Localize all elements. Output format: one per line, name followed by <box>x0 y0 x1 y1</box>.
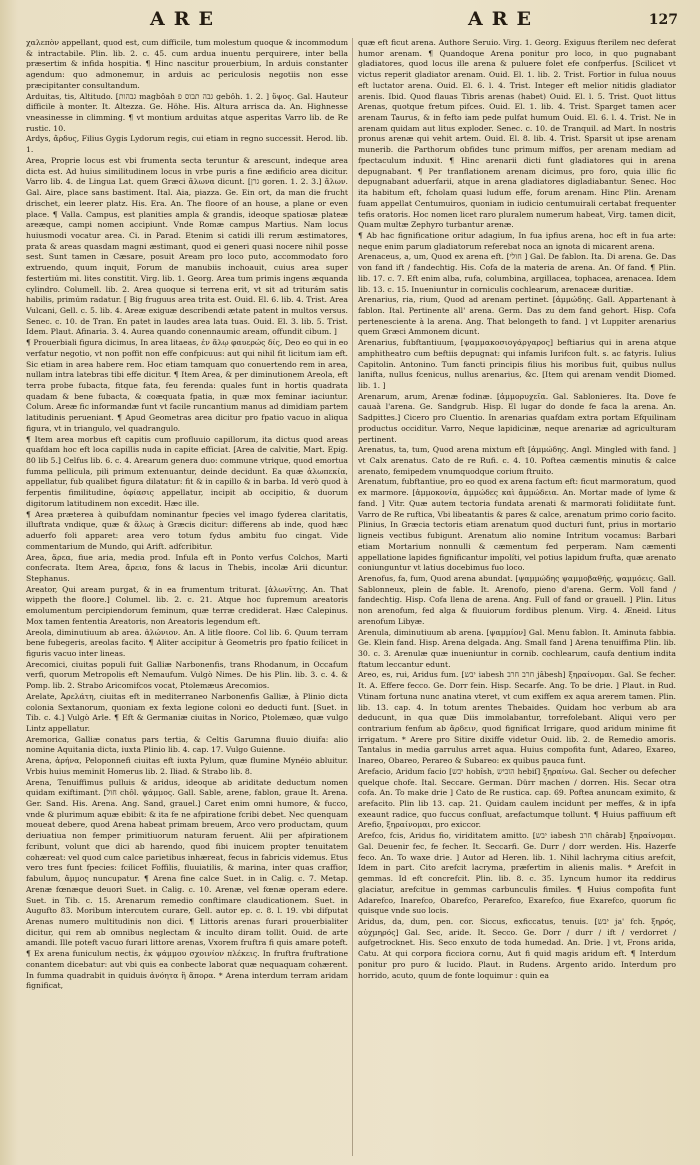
entry-arenarius-noun: Arenarius, fubftantiuum, [ψαμμακοσιογάργαρος] beftiarius qui in arena atque amphitheatro cum beftiis depugnat: qui infamis Iurifcon fult. s. ac fatyris. Iulius Capitolin. Antonino. Tum fancti principis filius his moribus fuit, quibus nullus lanifta, nullus fcenicus, nullus arenarius, &c. [Item qui arenam vendit Diomed. lib. 1. ] <box>358 338 676 390</box>
entry-areo: Areo, es, rui, Aridus fum. [יבש iabesh חרב חרב jâbesh] ξηραίνομαι. Gal. Se fecher. It. A. Effere fecco. Ge. Dorr fein. Hisp. Secarfe. Ang. To be drie. ] Plaut. in Rud. Vtinam fortuna nunc anatina vteret, vt cum exiffem ex aqua arerem tamen. Plin. lib. 13. cap. 4. In totum arentes Thebaides. Quidam hoc verbum ab ara deducunt, in qua quæ Diis immolabantur, torrefolebant. Aliqui vero per contrarium fenfum ab ἄρδειν, quod fignificat Irrigare, quod aridum minime fit irrigatum. * Arere pro Sitire dixiffe videtur Ouid. lib. 2. de Remedio amoris. Tantalus in media garrulus arret aqua. Huius compofita funt, Adareo, Exareo, Inareo, Obareo, Perareo & Subareo: ex quibus pauca funt. <box>358 670 676 766</box>
entry-arduitas: Arduitas, tis, Altitudo. [גבהות magbôah גבה תבוס פ gebôh. 1. 2. ] ὕψος. Gal. Hauteur difficile à monter. It. Altezza. Ge. Höhe. His. Altura arrisca da. An. Highnesse vneasinesse in climming. ¶ vt montium arduitas atque asperitas Varro lib. de Re rustic. 10. <box>26 91 348 133</box>
entry-paragraph: ¶ Item area morbus eft capitis cum profluuio capillorum, ita dictus quod areas quafdam hoc eft loca capillis nuda in capite efficiat. [Area de calvitie, Mart. Epig. 80 lib 5.] Celfus lib. 6. c. 4. Arearum genera duo: commune vtrique, quod emortua fumma pellicula, pili primum extenuantur, deinde decidunt. Ea quæ ἀλωπεκία, appellatur, fub qualibet figura dilatatur: fit & in capillo & in barba. Id verò quod à ferpentis fimilitudine, ὀφίασις appellatur, incipit ab occipitio, & duorum digitorum latitudinem non excedit. Hæc ille. <box>26 434 348 508</box>
left-column <box>26 38 348 1158</box>
entry-arenaceus: Arenaceus, a, um, Quod ex arena eft. [חולי ] Gal. De fablon. Ita. Di arena. Ge. Das von fand ift / fandechtig. His. Cofa de la materia de arena. An. Of fand. ¶ Plin. lib. 17. c. 7. Eft enim alba, rufa, columbina, argillacea, tophacea, arenacea. Idem lib. 13. c. 15. Inueniuntur in corniculis cochlearum, arenaceæ duritiæ. <box>358 252 676 294</box>
entry-arena-city: Arena, ἀρήνα, Peloponnefi ciuitas eft iuxta Pylum, quæ flumine Mynéio abluitur. Vrbis huius meminit Homerus lib. 2. Iliad. & Strabo lib. 8. <box>26 756 348 776</box>
entry-area: Area, Proprie locus est vbi frumenta secta teruntur & arescunt, indeque area dicta est. Ad huius similitudinem locus in vrbe puris a fine ædificio area dicitur. Varro lib. 4. de Lingua Lat. quem Græci ἅλωνα dicunt. [גרן goren. 1. 2. 3.] ἅλων. Gal. Aire, place sans bastiment. Ital. Aia, piazza. Ge. Ein ort, da man die frucht drischet, ein leerer platz. His. Era. An. The floore of an house, a plane or even place. ¶ Valla. Campus, est planities ampla & grandis, ideoque spatiosæ plateæ areæque, campi nomen accipiunt. Vnde Romæ campus Martius. Nam locus huiusmodi vocatur area. Ci. in Parad. Etenim si catidi illi rerum æstimatores, prata & areas quasdam magni æstimant, quod ei generi quasi nocere nihil posse sest. Sunt tamen in Cæsare, posuit Aream pro loco puto, accommodato foro extruendo, quum inquit, Forum de manubiis inchoauit, cuius area super festertiúm mi. lites constitit. Virg. lib. 1. Georg. Area tum primis ingens æquanda cylindro. Columell. lib. 2. Area quoque si terrena erit, vt sit ad triturám satis habilis, primúm radatur. [ Big fruguus area trita est. Ouid. El. 6. lib. 4. Trist. Area Vulcani, Gell. c. 5. lib. 4. Areæ exiguæ describendi ætate patent in multos versus. Senec. c. 10. de Tran. En patet in laudes area lata tuas. Ouid. El. 3. lib. 5. Trist. Idem. Plaut. Afinaria. 3. 4. Aurea quando conennaumic aream, offundit cibum. ] <box>26 155 348 337</box>
column-divider <box>352 38 353 1156</box>
entry-arenatus: Arenatus, ta, tum, Quod arena mixtum eft [ἀμμώδης. Angl. Mingled with fand. ] vt Calx arenatus. Cato de re Rufi. c. 4. 10. Poftea cæmentis minutis & calce arenato, femipedem vnumquodque corium ftruito. <box>358 445 676 476</box>
entry-areola: Areola, diminutiuum ab area. ἁλώνιον. An. A litle floore. Col lib. 6. Quum terram bene fubegeris, areolas facito. ¶ Aliter accipitur à Geometris pro fpatio fcilicet in figuris vacuo inter lineas. <box>26 627 348 658</box>
entry-aremorica: Aremorica, Galliæ conatus pars tertia, & Celtis Garumna fluuio diuifa: alio nomine Aquitania dicta, iuxta Plinio lib. 4. cap. 17. Vulgo Guienne. <box>26 734 348 755</box>
entry-ardys: Ardys, ἄρδυς, Filius Gygis Lydorum regis, cui etiam in regno successit. Herod. lib. 1. <box>26 134 348 155</box>
entry-aresco: Arefco, fcis, Aridus fio, viriditatem amitto. [יבש iabesh חרב chârab] ξηραίνομαι. Gal. Deuenir fec, fe fecher. It. Seccarfi. Ge. Durr / dorr werden. His. Hazerfe feco. An. To waxe drie. ] Autor ad Heren. lib. 1. Nihil lachryma citius arefcit, Idem in part. Cito arefcit lacryma, præfertim in alienis malis. * Arefcit in gemmas. Id eft concrefcit. Plin. lib. 8. c. 35. Lyncum humor ita reddirus glaciatur, arefcitue in gemmas carbunculis fimiles. ¶ Huius compofita funt Adarefco, Inarefco, Obarefco, Perarefco, Exarefco, fiue Exarefco, quorum fic quisque vnde suo locis. <box>358 831 676 916</box>
running-header <box>0 8 700 38</box>
entry-paragraph: ¶ Ab hac fignificatione oritur adagium, In fua ipfius arena, hoc eft in fua arte: neque enim parum gladiatorum referebat noca an ignota di micarent arena. <box>358 230 676 251</box>
right-column <box>358 38 676 1158</box>
entry-area-island: Area, ἄρεα, fiue aria, media prod. Infula eft in Ponto verfus Colchos, Marti confecrata. Item Area, ἄρεια, fons & lacus in Thebis, incolæ Arii dicuntur. Stephanus. <box>26 552 348 583</box>
running-head-right: ARE <box>468 8 541 30</box>
entry-paragraph: ¶ Prouerbiali figura dicimus, In area litaeas, ἐν ἅλῳ φαυερώς δίς, Deo eo qui in eo verfatur negotio, vt non poffit non effe confpicuus: aut qui nihil fit licitum iam eft. Sic etiam in area habere rem. Hoc etiam tamquam quo conuertendo rem in area, nullam intra latebras tibi effe dicitur. ¶ Item Area, & per diminutionem Areola, eft terra probe fubacta, fitque fata, feu ferenda: quales funt in hortis quadrata quadam & bene fubacta, & coæquata fpatia, in quæ mox feminar iaciuntur. Colum. Areæ fic informandæ funt vt facile runcantium manus ad dimidiam partem latitudinis perueniant. ¶ Apud Geometras area dicitur pro fpatio vacuo in aliqua figura, vt in triangulo, vel quadrangulo. <box>26 338 348 433</box>
entry-arefacio: Arefacio, Aridum facio [יבש hobîsh, הוביש hebiſ] ξηραίνω. Gal. Secher ou defecher quelque chofe. Ital. Seccare. German. Dürr machen / dorren. His. Secar otra cofa. An. To make drie ] Cato de Re rustica. cap. 69. Poftea anuncam eximito, & arefacito. Plin lib 13. cap. 21. Quidam caulem incidunt per meffes, & in ipfa exeaunt radice, quo fuccus confluat, arefactumque tollunt. ¶ Huius paffiuum eft Arefio, ξηραίνομαι, pro exiccor. <box>358 766 676 830</box>
running-head-left: ARE <box>150 8 223 30</box>
entry-arena: Arena, Tenuiffimus pulluis & aridus, ideoque ab ariditate deductum nomen quidam exiftimant. [חול chôl. ψάμμος. Gall. Sable, arene, fablon, graue It. Arena. Ger. Sand. His. Arena. Ang. Sand, grauel.] Caret enim omni humore, & fucco, vnde & plurimum aquæ ebibit: & ita fe ne afpiratione fcribi debet. Nec quenquam moueat debere, quod Arena habeat primam breuem, Arco vero productam, quum deriuatiua non femper primitiuorum naturam feruent. Alii per afpirationem fcribunt, volunt que dici ab harendo, quod fibi inuicem propter tenuitatem cohæreat: vel quod cum calce parietibus inhæreat, fecus in fabricis videmus. Etus vero tres funt fpecies: fcilicet Foffilis, fluuiatilis, & marina, inter quas craffior, fabulum, ἄμμος nuncupatur. ¶ Arena fine calce Suet. in in Calig. c. 7. Metap. Arenæ fœnæque deuori Suet. in Calig. c. 10. Arenæ, vel fœnæ operam edere. Suet. in Tib. c. 15. Arenarum remedio conftimare claudicationem. Suet. in Augufto 83. Moribum intercutem curare, Gell. autor ep. c. 8. l. 19. vbi difputat Arenas numero multitudinis non dici. ¶ Littoris arenas furari prouerbialiter dicitur, qui rem ab omnibus neglectam & inculto diram tollit. Ouid. de arte amandi. Ille poteft vacuo furari littore arenas, Vxorem fruftra fi quis amare poteft. ¶ Ex arena funiculum nectis, ἐκ ψάμμου σχοινίον πλέκεις. In fruftra fruftratione conantem dicebatur: aut vbi quis ea conbecte laborat quæ nequaquam cohærent. In fumma quadrabit in quiduis ἀνόητα ἢ ἄπορα. * Arena interdum terram aridam fignificat, <box>26 777 348 991</box>
entry-arenarum: Arenarum, arum, Arenæ fodinæ. [ἀμμορυχεῖα. Gal. Sablonieres. Ita. Dove fe cauaà l'arena. Ge. Sandgrub. Hisp. El lugar do donde fe faca la arena. An. Sadpittes.] Cicero pro Cluentio. In arenarias quafdam extra portam Efquilinam productus occiditur. Varro, Neque lapidicinæ, neque arenariæ ad agriculturam pertinent. <box>358 391 676 444</box>
entry-arenosus: Arenofus, fa, fum, Quod arena abundat. [ψαμμώδης ψαμμοβαθής, ψαμμόεις. Gall. Sablonneux, plein de fable. It. Arenofo, pieno d'arena. Germ. Voll fand / fandechtig. Hisp. Cofa llena de arena. Ang. Full of fand or grauell. ] Plin. Litus non arenofum, fed alga & fluuiorum fordibus plenum. Virg. 4. Æneid. Litus arenofum Libyæ. <box>358 573 676 626</box>
entry-arenarius: Arenarius, ria, rium, Quod ad arenam pertinet. [ἀμμώδης. Gall. Appartenant à fablon. Ital. Pertinente all' arena. Germ. Das zu dem fand gehort. Hisp. Cofa pertenesciente à la arena. Ang. That belongeth to fand. ] vt Luppiter arenarius quem Græci Ammonem dicunt. <box>358 295 676 337</box>
page-number: 127 <box>648 12 678 28</box>
entry-paragraph: ¶ Area præterea à quibufdam nominantur fpecies vel imago fyderea claritatis, illuftrata vndique, quæ & ἅλως à Græcis dicitur: differens ab inde, quod hæc aduerfo foli apparet: area vero totum fydus ambitu fuo cingat. Vide commentarium de Mundo, qui Arift. adfcribitur. <box>26 509 348 551</box>
entry-arenatum: Arenatum, fubftantiue, pro eo quod ex arena factum eft: ficut marmoratum, quod ex marmore. [ἀμμοκονία, ἀμμώδες καὶ ἄμμώδεια. An. Mortar made of lyme & fand. ] Vitr. Quæ autem tectoria fundata arenati & marmorati folidiitate funt. Varro de Re ruftica, Vbi libeatantis & pares & calce, arenatum primo corio facito. Plinius, In Græcia tectoris etiam arenatum quod ducturi funt, prius in mortario ligneis vectibus fubigunt. Arenatum alio nomine Intritum vocamus: Barbari etiam Mortarium nonnulli & cæmentum fed perperam. Nam cæmenti appellatione lapides fignificantur impolíti, vel potius lapidum frufta, quæ arenato coniunguntur vt latius docebimus fuo loco. <box>358 477 676 573</box>
entry-paragraph: χαλεπὸν appellant, quod est, cum difficile, tum molestum quoque & incommodum & intractabile. Plin. lib. 2. c. 45. cum ardua inuentu perquirere, inter bella præsertim & infida hospitia. ¶ Hinc nascitur prouerbium, In arduis constanter agendum: quo admonemur, in arduis ac periculosis negotiis non esse præcipitanter consultandum. <box>26 38 348 90</box>
entry-areator: Areator, Qui aream purgat, & in ea frumentum triturat. [ἁλωνῖτης. An. That wippeth the floore.] Columel. lib. 2. c. 21. Atque hoc fupremum areatoris emolumentum percipiendorum feminum, quæ terræ crediderat. Hæc Calepinus. Mox tamen fententia Areatoris, non Areatoris legendum eft. <box>26 584 348 626</box>
entry-arelate: Arelate, Ἀρελάτη, ciuitas eft in mediterraneo Narbonenfis Galliæ, à Plinio dicta colonia Sextanorum, quoniam ex fexta legione coloni eo deducti funt. [Suet. in Tib. c. 4.] Vulgò Arle. ¶ Eft & Germaniæ ciuitas in Norico, Ptolemæo, quæ vulgo Lintz appellatur. <box>26 691 348 733</box>
entry-aridus: Aridus, da, dum, pen. cor. Siccus, exficcatus, tenuis. [יבש ja' fch. ξηρός, αὐχμηρός] Gal. Sec, aride. It. Secco. Ge. Dorr / durr / ift / verdorret / aufgetrocknet. His. Seco enxuto de toda humedad. An. Drie. ] vt, Frons arida, Catu. At qui corpora ficciora cornu, Aut fi quid magis aridum eft. ¶ Interdum ponitur pro puro & lucido. Plaut. in Rudens. Argento arido. Interdum pro horrido, acuto, quum de fonte loquimur : quin ea <box>358 916 676 980</box>
entry-paragraph: quæ eft ficut arena. Authore Seruio. Virg. 1. Georg. Exiguus fterilem nec deferat humor arenam. ¶ Quandoque Arena ponitur pro loco, in quo pugnabant gladiatores, quod locus ille arena & puluere folet efe confperfus. [Scilicet vt victus reperit gladiator arenam. Ouid. El. 1. lib. 2. Trist. Fortior in fulua nouus eft luctator arena. Ouid. El. 6. l. 4. Trist. Integer eft melior nitidis gladiator arenis. Ibid. Quod flauas Tibris arenas (habet) Ouid. El. l. 5. Trist. Quot littus Arenas, quotque fretum pifces. Ouid. El. 1. lib. 4. Trist. Sparget tamen acer arenam Taurus, & in fefto iam pede pulfat humum Ouid. El. 6. l. 4. Trist. Ne in arenam quidam aut litus exploder. Senec. c. 10. de Tranquil. ad Mart. In nostris pronus arenæ qui vehit artem. Ouid. El. 8. lib. 4. Trist. Sparsit ut ipse arenam munerib. die Parthorum obfides tunc primum miffos, per arenam mediam ad fpectaculum induxit. ¶ Hinc arenarii dicti funt gladiatores qui in arena depugnabant. ¶ Per tranflationem arenam dicimus, pro foro, quia illic fic depugnabant aduerfarii, atque in arena gladiatores digladiabantur. Senec. Hoc ita habitum eft, fcholam quasi ludum effe, forum arenam. Hinc Plin. Arenam fuam appellat Centumuiros, quoniam in iudicio centumuirali certabat frequenter tefis oratoris. Hoc nomen licet raro pluralem numerum habeat, Virg. tamen dicit, Quam multæ Zephyro turbantur arenæ. <box>358 38 676 230</box>
entry-arecomici: Arecomici, ciuitas populi fuit Galliæ Narbonenfis, trans Rhodanum, in Occafum verfi, quorum Metropolis eft Nemaufum. Vulgò Nimes. De his Plin. lib. 3. c. 4. & Pomp. lib. 2. Strabo Aricomifcos vocat, Ptolemæus Arecomios. <box>26 659 348 691</box>
entry-arenula: Arenula, diminutiuum ab arena. [ψαμμίον] Gal. Menu fablon. It. Aminuta fabbia. Ge. Klein fand. Hisp. Arena delgada. Ang. Small fand ] Arena tenuiffima Plin. lib. 30. c. 3. Arenulæ quæ inueniuntur in cornib. cochlearum, caufa dentium indita ftatum leccantur edunt. <box>358 627 676 669</box>
